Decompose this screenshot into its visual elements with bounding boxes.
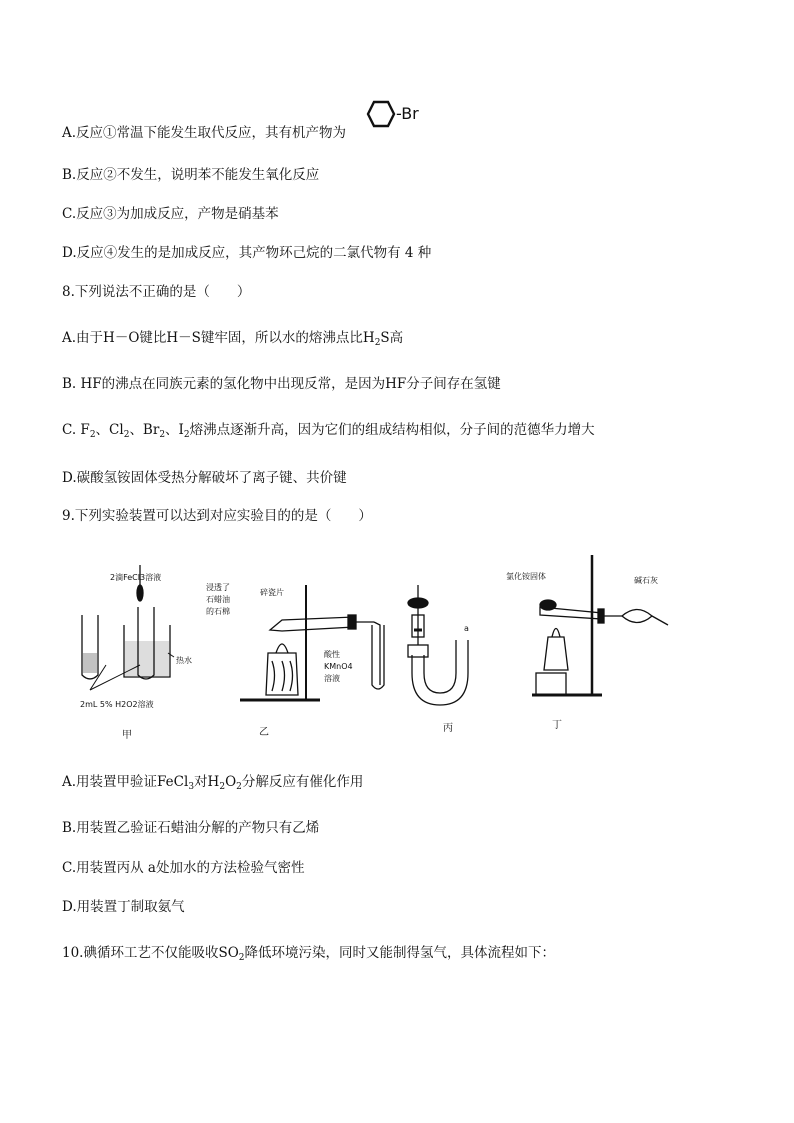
q10-stem [62, 944, 555, 967]
q9-option-c: C.用装置丙从 a处加水的方法检验气密性 [62, 860, 305, 876]
q7-option-c: C.反应③为加成反应，产物是硝基苯 [62, 206, 279, 222]
q8-option-b: B. HF的沸点在同族元素的氢化物中出现反常，是因为HF分子间存在氢键 [62, 376, 501, 392]
yi-caption: 乙 [259, 727, 269, 738]
q9-stem: 9.下列实验装置可以达到对应实验目的的是（ ） [62, 508, 372, 524]
u-tube-stopper [408, 645, 428, 657]
q9-a-text2: 对H [194, 774, 220, 790]
q8-c-sub4: 2 [183, 430, 190, 440]
q8-stem: 8.下列说法不正确的是（ ） [62, 284, 251, 300]
q7-option-d: D.反应④发生的是加成反应，其产物环己烷的二氯代物有 4 种 [62, 245, 432, 261]
kmno4-test-tube [372, 625, 384, 689]
yi-soaked-label-3: 的石棉 [206, 607, 230, 616]
q9-a-text1: A.用装置甲验证FeCl [62, 774, 189, 790]
bromocyclohexane-structure [360, 96, 440, 132]
yi-kmno4-label-3: 溶液 [324, 674, 340, 683]
q9-a-sub2: 2 [219, 782, 226, 792]
q8-a-text1: A.由于H－O键比H－S键牢固，所以水的熔沸点比H [62, 330, 375, 346]
apparatus-jia [82, 565, 174, 690]
yi-chip-label: 碎瓷片 [260, 588, 284, 597]
yi-soaked-label-2: 石蜡油 [206, 595, 230, 604]
cyclohexane-ring [368, 102, 394, 126]
q8-a-sub: 2 [374, 338, 381, 348]
q8-c-sub3: 2 [159, 430, 166, 440]
bing-a-label: a [464, 624, 469, 633]
jia-reagent-label: 2滴FeCl3溶液 [110, 573, 162, 582]
u-tube-inner [424, 640, 456, 693]
q9-option-b: B.用装置乙验证石蜡油分解的产物只有乙烯 [62, 820, 320, 836]
drying-tube [622, 610, 652, 623]
separatory-funnel [408, 598, 428, 608]
yi-kmno4-label-1: 酸性 [324, 650, 340, 659]
br-label: -Br [396, 104, 419, 123]
q10-text2: 降低环境污染，同时又能制得氢气，具体流程如下： [244, 945, 556, 961]
ding-lime-label: 碱石灰 [634, 576, 658, 585]
yi-kmno4-label-2: KMnO4 [324, 662, 353, 671]
q8-c-text5: 熔沸点逐渐升高，因为它们的组成结构相似，分子间的范德华力增大 [189, 422, 595, 438]
q8-c-sub2: 2 [123, 430, 130, 440]
q9-a-text4: 分解反应有催化作用 [241, 774, 364, 790]
q7-option-a-text: A.反应①常温下能发生取代反应，其有机产物为 [62, 125, 347, 141]
q9-option-a [62, 773, 363, 796]
yi-soaked-label-1: 浸透了 [206, 583, 230, 592]
q8-c-text4: 、I [165, 422, 184, 438]
q8-option-c [62, 421, 595, 444]
jia-solution-label: 2mL 5% H2O2溶液 [80, 700, 154, 709]
q9-a-sub1: 3 [188, 782, 195, 792]
delivery-tube [374, 622, 380, 685]
q8-c-text2: 、Cl [95, 422, 124, 438]
reaction-tube [270, 617, 354, 631]
apparatus-bing [408, 585, 468, 705]
q9-option-d: D.用装置丁制取氨气 [62, 899, 185, 915]
apparatus-yi [240, 585, 384, 700]
q9-apparatus-figure [62, 545, 682, 745]
ding-caption: 丁 [552, 720, 562, 731]
q8-option-d: D.碳酸氢铵固体受热分解破坏了离子键、共价键 [62, 470, 347, 486]
q8-c-text1: C. F [62, 422, 90, 438]
u-tube-outer [412, 640, 468, 705]
q10-text1: 10.碘循环工艺不仅能吸收SO [62, 945, 239, 961]
q9-a-sub3: 2 [236, 782, 242, 792]
ding-nh4cl-label: 氯化铵固体 [506, 572, 546, 581]
q10-sub: 2 [238, 953, 245, 963]
ding-alcohol-lamp [544, 637, 568, 670]
jia-hot-water-label: 热水 [176, 656, 192, 665]
jia-caption: 甲 [122, 730, 132, 741]
q8-c-sub1: 2 [89, 430, 96, 440]
q7-option-b: B.反应②不发生，说明苯不能发生氧化反应 [62, 167, 320, 183]
q8-a-text2: S高 [380, 330, 404, 346]
q8-option-a [62, 329, 403, 352]
bing-caption: 丙 [443, 723, 453, 734]
stand-block [536, 673, 566, 695]
q8-c-text3: 、Br [129, 422, 160, 438]
q9-a-text3: O [225, 774, 237, 790]
q7-option-a [62, 124, 346, 142]
